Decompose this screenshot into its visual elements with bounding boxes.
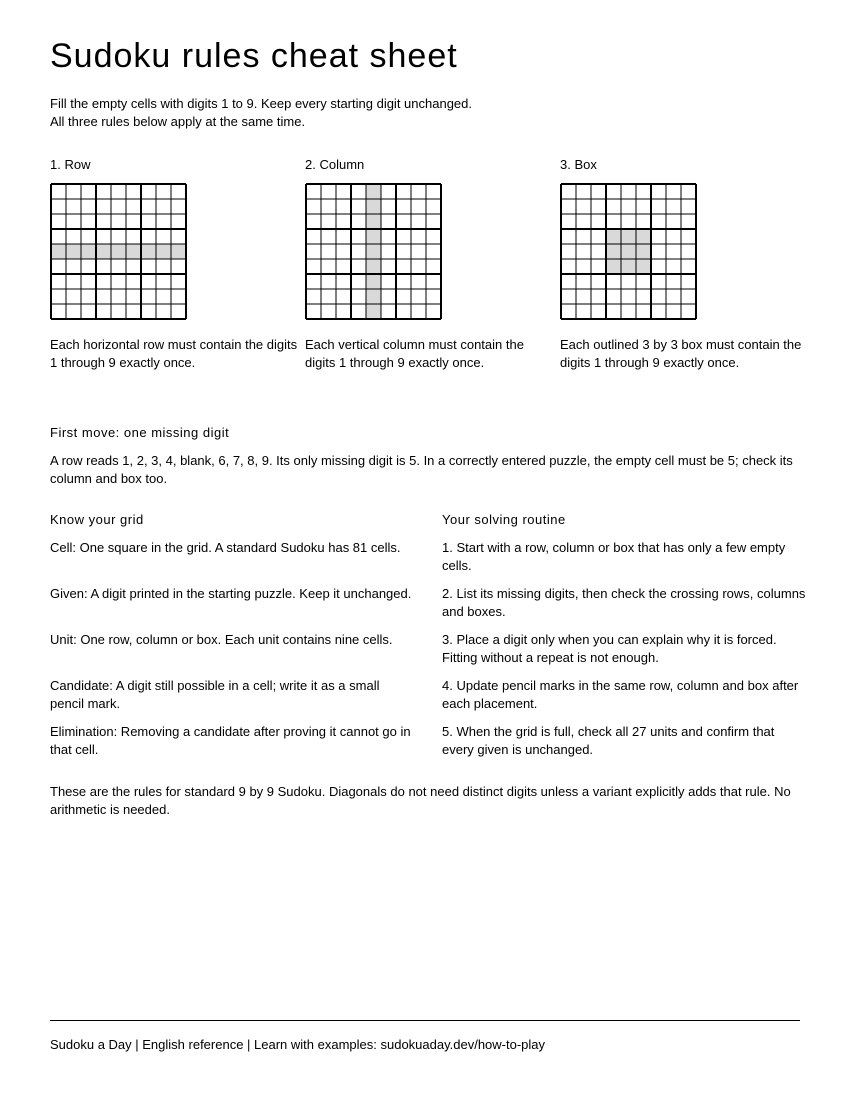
highlighted-cell	[366, 184, 381, 199]
rule-box	[560, 156, 810, 370]
highlighted-cell	[366, 229, 381, 244]
rule-column	[305, 156, 555, 370]
rule-box-title: 3. Box	[560, 157, 597, 172]
intro-line-1: Fill the empty cells with digits 1 to 9. Keep every starting digit unchanged.	[50, 96, 472, 111]
routine-step-3: 3. Place a digit only when you can explain why it is forced. Fitting without a repeat is not enough.	[442, 632, 777, 665]
box-rule-grid	[560, 183, 700, 323]
glossary-heading: Know your grid	[50, 512, 144, 527]
highlighted-cell	[366, 304, 381, 319]
highlighted-cell	[366, 244, 381, 259]
column-rule-grid	[305, 183, 445, 323]
highlighted-cell	[141, 244, 156, 259]
rule-column-title: 2. Column	[305, 157, 365, 172]
highlighted-cell	[126, 244, 141, 259]
highlighted-cell	[171, 244, 186, 259]
footer-text: Sudoku a Day | English reference | Learn with examples: sudokuaday.dev/how-to-play	[50, 1037, 546, 1052]
highlighted-cell	[366, 214, 381, 229]
intro	[50, 95, 810, 131]
glossary-item-unit: Unit: One row, column or box. Each unit contains nine cells.	[50, 632, 393, 647]
glossary-item-elimination: Elimination: Removing a candidate after proving it cannot go in that cell.	[50, 724, 411, 757]
highlighted-cell	[621, 259, 636, 274]
highlighted-cell	[366, 274, 381, 289]
highlighted-cell	[366, 199, 381, 214]
highlighted-cell	[636, 229, 651, 244]
routine-step-4: 4. Update pencil marks in the same row, column and box after each placement.	[442, 678, 799, 711]
glossary-item-candidate: Candidate: A digit still possible in a cell; write it as a small pencil mark.	[50, 678, 380, 711]
rule-row	[50, 156, 300, 370]
rule-column-description: Each vertical column must contain the digits 1 through 9 exactly once.	[305, 337, 524, 370]
highlighted-cell	[636, 259, 651, 274]
first-move-section	[50, 424, 800, 488]
highlighted-cell	[51, 244, 66, 259]
rule-row-title: 1. Row	[50, 157, 91, 172]
first-move-body: A row reads 1, 2, 3, 4, blank, 6, 7, 8, 9. Its only missing digit is 5. In a correctly entered puzzle, the empty cell must be 5; check its column and box too.	[50, 453, 793, 486]
page-title: Sudoku rules cheat sheet	[50, 37, 458, 75]
glossary-item-cell: Cell: One square in the grid. A standard Sudoku has 81 cells.	[50, 540, 401, 555]
glossary-section	[50, 511, 415, 759]
routine-step-5: 5. When the grid is full, check all 27 units and confirm that every given is unchanged.	[442, 724, 775, 757]
highlighted-cell	[606, 244, 621, 259]
closing-note: These are the rules for standard 9 by 9 Sudoku. Diagonals do not need distinct digits unless a variant explicitly adds that rule. No arithmetic is needed.	[50, 784, 791, 817]
routine-step-1: 1. Start with a row, column or box that has only a few empty cells.	[442, 540, 786, 573]
highlighted-cell	[81, 244, 96, 259]
rule-box-description: Each outlined 3 by 3 box must contain the digits 1 through 9 exactly once.	[560, 337, 802, 370]
highlighted-cell	[66, 244, 81, 259]
footer-divider	[50, 1020, 800, 1021]
glossary-item-given: Given: A digit printed in the starting puzzle. Keep it unchanged.	[50, 586, 412, 601]
highlighted-cell	[606, 229, 621, 244]
routine-heading: Your solving routine	[442, 512, 566, 527]
highlighted-cell	[621, 229, 636, 244]
highlighted-cell	[111, 244, 126, 259]
routine-step-2: 2. List its missing digits, then check the crossing rows, columns and boxes.	[442, 586, 806, 619]
highlighted-cell	[366, 289, 381, 304]
highlighted-cell	[636, 244, 651, 259]
highlighted-cell	[156, 244, 171, 259]
rule-row-description: Each horizontal row must contain the digits 1 through 9 exactly once.	[50, 337, 298, 370]
first-move-heading: First move: one missing digit	[50, 425, 230, 440]
highlighted-cell	[366, 259, 381, 274]
highlighted-cell	[96, 244, 111, 259]
routine-section	[442, 511, 807, 759]
intro-line-2: All three rules below apply at the same time.	[50, 114, 306, 129]
highlighted-cell	[621, 244, 636, 259]
highlighted-cell	[606, 259, 621, 274]
row-rule-grid	[50, 183, 190, 323]
